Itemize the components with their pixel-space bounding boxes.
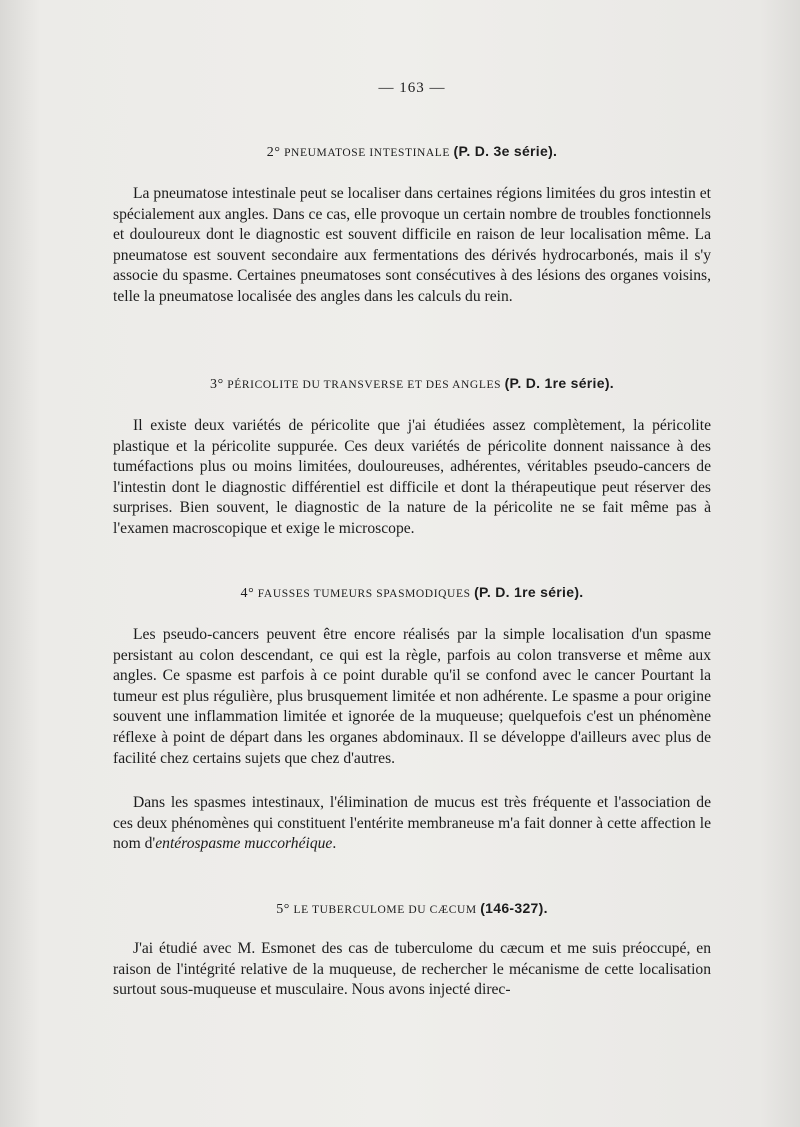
section-number: 3°: [209, 377, 224, 392]
paragraph-fausses-tumeurs-1: Les pseudo-cancers peuvent être encore réalisés par la simple localisation d'un spasme persistant au colon descendant, ce qui est la règle, parfois au colon transverse et même aux angles. Ce spasme est parfois à ce point durable qu'il se confond avec le cancer Pourtant la tumeur est plus régulière, plus brusquement limitée et non adhérente. Le spasme a pour origine souvent une inflammation limitée et ignorée de la muqueuse; quelquefois c'est un phénomène réflexe à point de départ dans les organes abdominaux. Il se développe d'ailleurs avec plus de facilité chez certains sujets que chez d'autres.: [113, 626, 711, 767]
section-number: 2°: [266, 145, 281, 160]
section-heading-pericolite: [113, 375, 711, 393]
paragraph-fausses-tumeurs-2: [113, 793, 711, 855]
paragraph-pericolite: Il existe deux variétés de péricolite que j'ai étudiées assez complètement, la péricolite plastique et la péricolite suppurée. Ces deux variétés de péricolite donnent naissance à des tuméfactions plus ou moins limitées, douloureuses, adhérentes, véritables pseudo-cancers de l'intestin dont le diagnostic différentiel est difficile et dont la thérapeutique peut réserver des surprises. Bien souvent, le diagnostic de la nature de la péricolite ne se fait même pas à l'examen macroscopique et exige le microscope.: [113, 417, 711, 537]
section-reference: (P. D. 1re série).: [504, 375, 614, 391]
paragraph-tuberculome: J'ai étudié avec M. Esmonet des cas de tuberculome du cæcum et me suis préoccupé, en raison de l'intégrité relative de la muqueuse, de rechercher le mécanisme de cette localisation surtout sous-muqueuse et musculaire. Nous avons injecté direc-: [113, 940, 711, 999]
paragraph-text: Dans les spasmes intestinaux, l'élimination de mucus est très fréquente et l'association de ces deux phénomènes qui constituent l'entérite membraneuse m'a fait donner à cette affection le nom d': [113, 794, 711, 853]
italic-term: entérospasme muccorhéique: [155, 835, 333, 853]
paragraph-pneumatose: La pneumatose intestinale peut se localiser dans certaines régions limitées du gros intestin et spécialement aux angles. Dans ce cas, elle provoque un certain nombre de troubles fonctionnels et douloureux dont le diagnostic est souvent difficile en raison de leur localisation même. La pneumatose est souvent secondaire aux fermentations des dérivés hydrocarbonés, mais il s'y associe du spasme. Certaines pneumatoses sont consécutives à des lésions des organes voisins, telle la pneumatose localisée des angles dans les calculs du rein.: [113, 185, 711, 305]
section-title: LE TUBERCULOME DU CÆCUM: [293, 904, 477, 916]
section-heading-tuberculome: [113, 900, 711, 918]
section-reference: (146-327).: [480, 900, 548, 916]
section-heading-pneumatose: [113, 143, 711, 161]
section-reference: (P. D. 3e série).: [453, 143, 558, 159]
paragraph-end: .: [332, 835, 337, 853]
section-number: 4°: [240, 586, 255, 601]
section-title: PNEUMATOSE INTESTINALE: [284, 147, 451, 159]
section-number: 5°: [276, 902, 290, 917]
section-reference: (P. D. 1re série).: [474, 584, 584, 600]
page-number: — 163 —: [378, 80, 446, 96]
section-title: FAUSSES TUMEURS SPASMODIQUES: [257, 588, 471, 600]
section-title: PÉRICOLITE DU TRANSVERSE ET DES ANGLES: [227, 379, 502, 391]
section-heading-fausses-tumeurs: [113, 584, 711, 602]
